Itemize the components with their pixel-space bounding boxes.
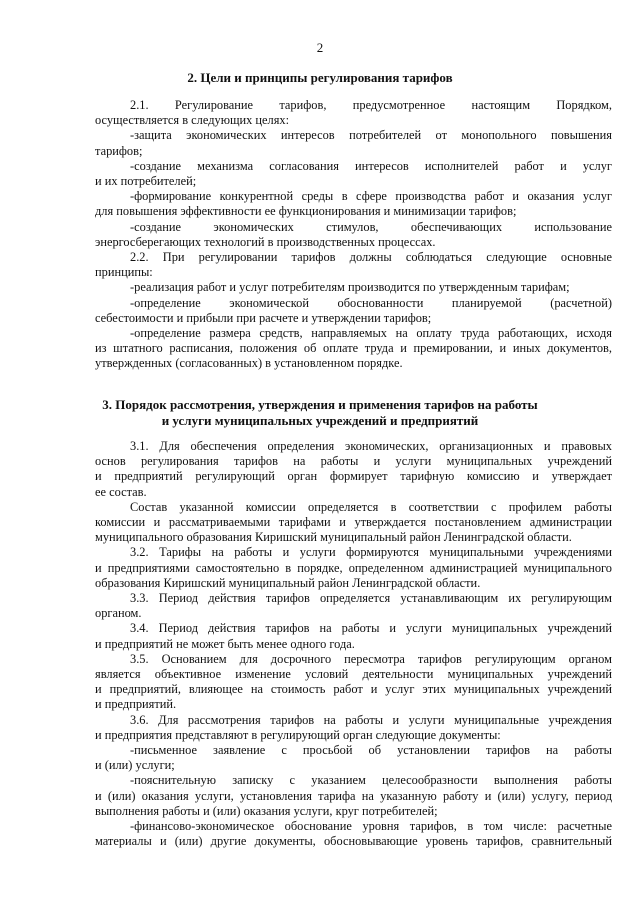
text-line: -формирование конкурентной среды в сфере производства работ и оказания услуг: [130, 189, 612, 204]
text-line: осуществляется в следующих целях:: [95, 113, 290, 128]
text-line: 2.1. Регулирование тарифов, предусмотренное настоящим Порядком,: [130, 98, 612, 112]
text-line: -письменное заявление с просьбой об установлении тарифов на работы: [130, 743, 612, 758]
text-line: -определение экономической обоснованности планируемой (расчетной): [130, 295, 612, 310]
section-3-title: [60, 397, 580, 429]
text-line: и (или) услуги;: [95, 758, 175, 773]
text-line: 3.5. Основанием для досрочного пересмотра тарифов регулирующим органом: [130, 651, 612, 666]
text-line: энергосберегающих технологий в производственных процессах.: [95, 234, 436, 249]
text-line: себестоимости и прибыли при расчете и утверждении тарифов;: [95, 310, 432, 325]
text-line: материалы и (или) другие документы, обосновывающие уровень тарифов, сравнительный: [95, 834, 612, 849]
text-line: -пояснительную записку с указанием целесообразности выполнения работы: [130, 773, 612, 788]
text-line: утвержденных (согласованных) в установленном порядке.: [95, 356, 403, 371]
text-line: Состав указанной комиссии определяется в соответствии с профилем работы: [130, 499, 612, 514]
section-2-title: [60, 70, 580, 86]
text-line: 2.2. При регулировании тарифов должны соблюдаться следующие основные: [130, 250, 612, 265]
text-line: муниципального образования Киришский муниципальный район Ленинградской области.: [95, 530, 572, 545]
text-line: -определение размера средств, направляемых на оплату труда работающих, исходя: [130, 326, 612, 341]
text-line: 3.6. Для рассмотрения тарифов на работы и услуги муниципальные учреждения: [130, 712, 612, 727]
text-line: 3.3. Период действия тарифов определяется устанавливающим их регулирующим: [130, 591, 612, 606]
text-line: тарифов;: [95, 143, 143, 158]
text-line: для повышения эффективности ее функционирования и минимизации тарифов;: [95, 204, 517, 219]
text-line: 3.2. Тарифы на работы и услуги формируются муниципальными учреждениями: [130, 545, 612, 560]
section-2-title-text: 2. Цели и принципы регулирования тарифов: [187, 70, 453, 85]
text-line: и предприятий.: [95, 697, 177, 712]
text-line: ее состав.: [95, 484, 147, 499]
text-line: -реализация работ и услуг потребителям производится по утвержденным тарифам;: [130, 280, 570, 295]
page-number: 2: [316, 40, 324, 55]
section-3-title-line: и услуги муниципальных учреждений и предприятий: [161, 413, 479, 428]
text-line: и предприятиями самостоятельно в порядке, определенном администрацией муниципального: [95, 560, 612, 575]
text-line: является объективное изменение условий деятельности муниципальных учреждений: [95, 667, 612, 682]
section-3-title-line: 3. Порядок рассмотрения, утверждения и применения тарифов на работы: [102, 397, 538, 412]
text-line: -защита экономических интересов потребителей от монопольного повышения: [130, 128, 612, 143]
text-line: образования Киришский муниципальный район Ленинградской области.: [95, 575, 481, 590]
text-line: -создание экономических стимулов, обеспечивающих использование: [130, 219, 612, 234]
text-line: 3.4. Период действия тарифов на работы и услуги муниципальных учреждений: [130, 621, 612, 636]
text-line: принципы:: [95, 265, 153, 280]
text-line: и предприятий не может быть менее одного года.: [95, 636, 355, 651]
text-line: -создание механизма согласования интересов исполнителей работ и услуг: [130, 158, 612, 173]
text-line: и предприятий, влияющее на стоимость работ и услуг этих муниципальных учреждений: [95, 682, 612, 697]
section-3-body: [95, 439, 612, 849]
text-line: и (или) оказания услуги, установления тарифа на указанную работу и (или) услугу, период: [95, 788, 612, 803]
text-line: и их потребителей;: [95, 174, 197, 189]
text-line: выполнения работы и (или) оказания услуги, круг потребителей;: [95, 803, 438, 818]
text-line: и предприятий регулирующий орган формирует тарифную комиссию и утверждает: [95, 469, 612, 484]
text-line: и предприятия представляют в регулирующий орган следующие документы:: [95, 727, 501, 742]
section-2-body: [95, 98, 612, 372]
text-line: органом.: [95, 606, 142, 621]
text-line: -финансово-экономическое обоснование уровня тарифов, в том числе: расчетные: [130, 819, 612, 834]
text-line: 3.1. Для обеспечения определения экономических, организационных и правовых: [130, 439, 612, 453]
text-line: комиссии и рассматриваемыми тарифами и утверждается постановлением администрации: [95, 515, 612, 530]
text-line: из штатного расписания, положения об оплате труда и премировании, и иных документов,: [95, 341, 612, 356]
text-line: основ регулирования тарифов на работы и услуги муниципальных учреждений: [95, 454, 612, 469]
